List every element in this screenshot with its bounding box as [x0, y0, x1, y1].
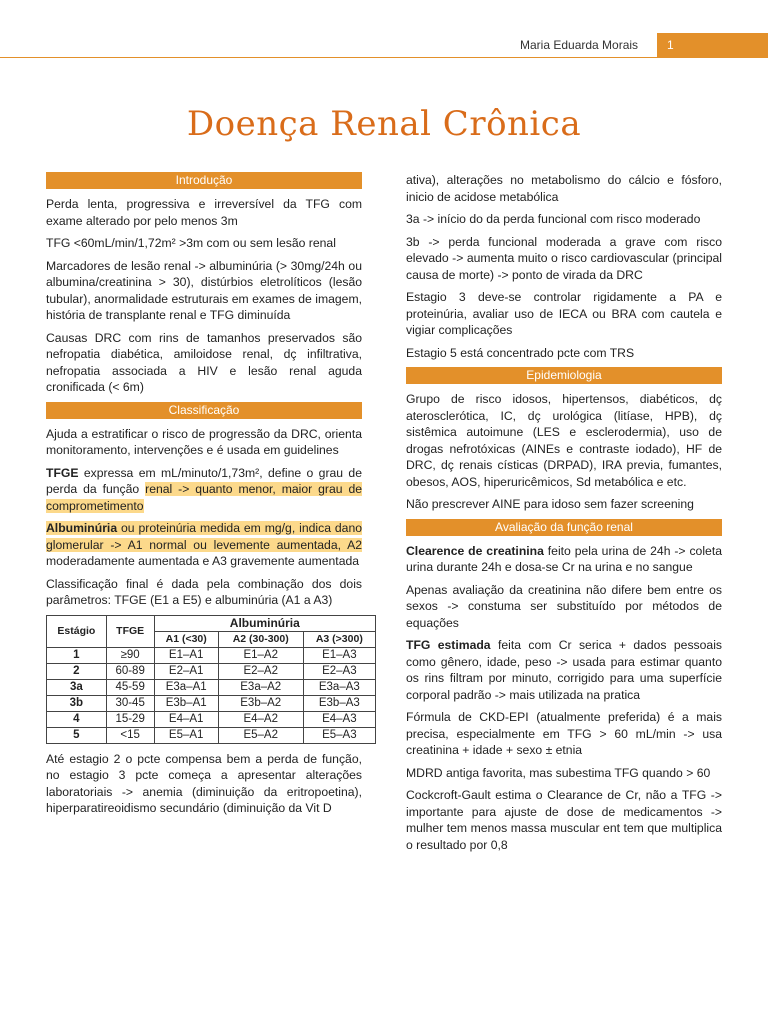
table-cell: E3a–A1: [154, 679, 218, 695]
table-cell: E2–A2: [218, 663, 303, 679]
table-cell: E1–A3: [303, 647, 375, 663]
header-rule: [0, 57, 768, 58]
intro-paragraph-1: Perda lenta, progressiva e irreversível da TFG com exame alterado por pelo menos 3m: [46, 197, 362, 228]
table-cell: E1–A2: [218, 647, 303, 663]
table-cell: E3a–A3: [303, 679, 375, 695]
staging-table: [46, 615, 376, 744]
table-cell: 30-45: [106, 695, 154, 711]
document-title: Doença Renal Crônica: [186, 104, 582, 144]
classificacao-paragraph-1: Ajuda a estratificar o risco de progressão da DRC, orienta monitoramento, intervenções e é usada em guidelines: [46, 426, 362, 457]
table-cell: ≥90: [106, 647, 154, 663]
tfge-paragraph: [46, 465, 362, 515]
table-row: [47, 727, 376, 743]
table-cell: 5: [47, 727, 107, 743]
tfge-highlight: renal -> quanto menor, maior grau de comprometimento: [46, 482, 362, 513]
albuminuria-text: moderadamente aumentada e A3 gravemente aumentada: [46, 554, 360, 568]
table-cell: 1: [47, 647, 107, 663]
section-heading-avaliacao: Avaliação da função renal: [406, 519, 722, 536]
table-cell: E4–A1: [154, 711, 218, 727]
table-header-a1: A1 (<30): [154, 631, 218, 647]
clearance-paragraph: [406, 543, 722, 576]
page-number-box: [657, 33, 768, 58]
clearance-term: Clearence de creatinina: [406, 543, 544, 558]
clearance-text: feito pela urina de 24h -> coleta urina durante 24h e dosa-se Cr na urina e no sangue: [406, 543, 722, 574]
table-row: [47, 711, 376, 727]
intro-paragraph-3: Marcadores de lesão renal -> albuminúria (> 30mg/24h ou albumina/creatinina > 30), distúrbios eletrolíticos (lesão tubular), anormalidade estruturais em exames de imagem, história de transplante renal e TFG diminuída: [46, 258, 362, 322]
left-column: [46, 172, 362, 823]
albuminuria-highlight: ou proteinúria medida em mg/g, indica dano glomerular -> A1 normal ou levemente aumentada, A2: [46, 521, 362, 552]
stage-3b-paragraph: 3b -> perda funcional moderada a grave com risco elevado -> aumenta muito o risco cardiovascular (principal causa de morte) -> ponto de virada da DRC: [406, 234, 722, 282]
table-cell: 3b: [47, 695, 107, 711]
table-header-tfge: TFGE: [106, 615, 154, 647]
table-row: [47, 679, 376, 695]
table-cell: 2: [47, 663, 107, 679]
section-heading-introducao: Introdução: [46, 172, 362, 189]
table-cell: E2–A3: [303, 663, 375, 679]
progression-paragraph-continued: ativa), alterações no metabolismo do cálcio e fósforo, inicio de acidose metabólica: [406, 173, 722, 204]
table-header-estagio: Estágio: [47, 615, 107, 647]
epidemiologia-paragraph-1: Grupo de risco idosos, hipertensos, diabéticos, dç aterosclerótica, IC, dç urológica (litíase, HPB), dç sistêmica autoimune (LES e esclerodermia), uso de drogas nefrotóxicas (AINEs e contraste iodado), HF de DRC, dç renais císticas (DRPAD), IRA previa, fumantes, obesos, AOS, hiperuricêmicos, Sd metabólica e etc.: [406, 392, 722, 489]
table-cell: E5–A3: [303, 727, 375, 743]
mdrd-paragraph: MDRD antiga favorita, mas subestima TFG quando > 60: [406, 765, 711, 780]
ckd-epi-paragraph: Fórmula de CKD-EPI (atualmente preferida) é a mais precisa, especialmente em TFG > 60 mL/min -> usa creatinina + idade + sexo ± etnia: [406, 710, 722, 757]
table-cell: E3a–A2: [218, 679, 303, 695]
table-row: [47, 695, 376, 711]
progression-paragraph: Até estagio 2 o pcte compensa bem a perda de função, no estagio 3 pcte começa a apresentar alterações laboratoriais -> anemia (diminuição da eritropoetina), hiperparatireoidismo secundário (diminuição da Vit D: [46, 751, 362, 815]
table-header-a3: A3 (>300): [303, 631, 375, 647]
table-cell: E3b–A1: [154, 695, 218, 711]
table-header-a2: A2 (30-300): [218, 631, 303, 647]
table-row: [47, 663, 376, 679]
stage-3a-paragraph: 3a -> início do da perda funcional com risco moderado: [406, 212, 701, 226]
stage-5-paragraph: Estagio 5 está concentrado pcte com TRS: [406, 345, 635, 360]
table-cell: 4: [47, 711, 107, 727]
tfg-estimada-term: TFG estimada: [406, 638, 491, 652]
intro-paragraph-4: Causas DRC com rins de tamanhos preservados são nefropatia diabética, amiloidose renal, dç infiltrativa, nefropatia associada a HIV e lesão renal aguda cronificada (< 6m): [46, 330, 362, 394]
table-cell: E4–A2: [218, 711, 303, 727]
table-cell: 45-59: [106, 679, 154, 695]
table-cell: 15-29: [106, 711, 154, 727]
table-cell: 60-89: [106, 663, 154, 679]
page-number: 1: [667, 38, 674, 52]
table-cell: E1–A1: [154, 647, 218, 663]
table-cell: E3b–A2: [218, 695, 303, 711]
table-row: [47, 647, 376, 663]
right-column: [406, 172, 722, 859]
tfg-estimada-paragraph: [406, 637, 722, 703]
table-cell: E3b–A3: [303, 695, 375, 711]
avaliacao-paragraph-2: Apenas avaliação da creatinina não difere bem entre os sexos -> constuma ser substituído por métodos de equações: [406, 582, 722, 630]
section-heading-epidemiologia: Epidemiologia: [406, 367, 722, 384]
table-cell: E4–A3: [303, 711, 375, 727]
table-header-albuminuria: Albuminúria: [154, 615, 375, 631]
tfge-text: expressa em mL/minuto/1,73m², define o grau de perda da função: [46, 465, 362, 496]
table-cell: E5–A2: [218, 727, 303, 743]
albuminuria-paragraph: [46, 520, 362, 570]
table-cell: 3a: [47, 679, 107, 695]
stage-3-control-paragraph: Estagio 3 deve-se controlar rigidamente a PA e proteinúria, avaliar uso de IECA ou BRA com cautela e vigiar complicações: [406, 290, 722, 337]
table-cell: <15: [106, 727, 154, 743]
cockcroft-paragraph: Cockcroft-Gault estima o Clearance de Cr, não a TFG -> importante para ajuste de dose de medicamentos -> mulher tem menos massa muscular ent tem que multiplica o resultado por 0,8: [406, 788, 722, 852]
epidemiologia-paragraph-2: Não prescrever AINE para idoso sem fazer screening: [406, 497, 694, 511]
tfg-estimada-text: feita com Cr serica + dados pessoais como gênero, idade, peso -> usada para estimar quanto os rins filtram por minuto, corrigido para uma superfície corporal padrão -> mais utilizada na pratica: [406, 638, 722, 702]
table-cell: E5–A1: [154, 727, 218, 743]
section-heading-classificacao: Classificação: [46, 402, 362, 419]
intro-paragraph-2: TFG <60mL/min/1,72m² >3m com ou sem lesão renal: [46, 236, 336, 250]
tfge-term: TFGE: [46, 465, 79, 480]
albuminuria-term: Albuminúria: [46, 521, 118, 535]
author-name: Maria Eduarda Morais: [520, 38, 639, 52]
classificacao-final-paragraph: Classificação final é dada pela combinação dos dois parâmetros: TFGE (E1 a E5) e albuminúria (A1 a A3): [46, 576, 362, 607]
table-cell: E2–A1: [154, 663, 218, 679]
